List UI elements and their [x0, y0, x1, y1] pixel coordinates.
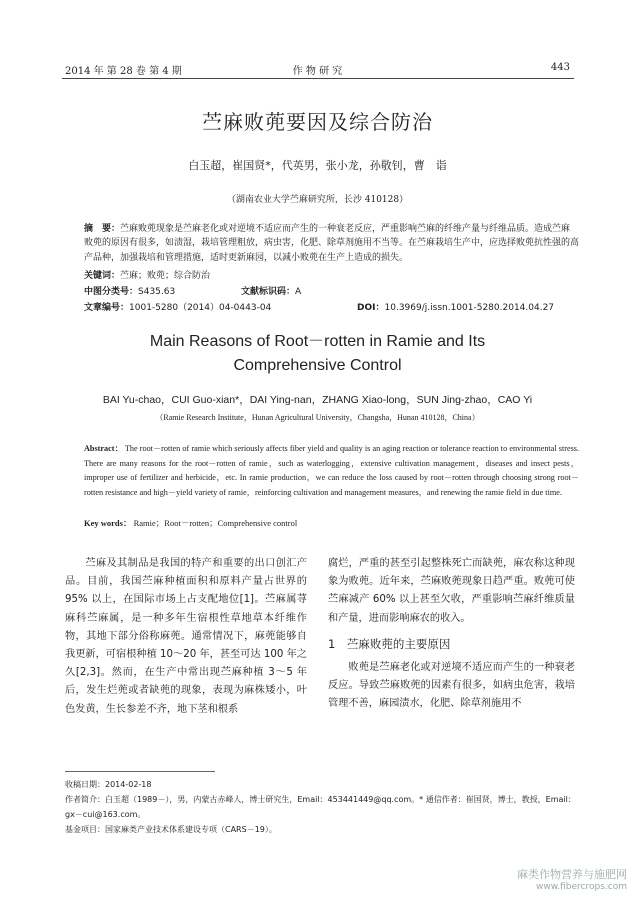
affiliation-en: （Ramie Research Institute，Hunan Agricultural University，Changsha，Hunan 410128，China）: [155, 413, 480, 422]
footnote-author-intro: 作者简介：白玉超（1989－），男，内蒙古赤峰人，博士研究生，Email：453441449@qq.com。* 通信作者：崔国贤，博士，教授，Email：gx－cui@163.com。: [65, 795, 576, 819]
keywords-cn-label: 关键词：: [84, 271, 121, 281]
keywords-cn: [84, 268, 579, 281]
doi-label: DOI：: [357, 303, 385, 313]
page-number: 443: [550, 62, 570, 73]
keywords-cn-text: 苎麻；败蔸；综合防治: [120, 271, 211, 281]
doc-code-label: 文献标识码：: [240, 287, 295, 297]
body-right-column: [328, 555, 575, 714]
keywords-en-text: Ramie；Root－rotten；Comprehensive control: [133, 518, 298, 528]
classification-row: [84, 284, 579, 297]
abstract-cn-text: 苎麻败蔸现象是苎麻老化或对逆境不适应而产生的一种衰老反应，严重影响苎麻的纤维产量与纤维品质。造成苎麻败蔸的原因有很多，如渍湿，栽培管理粗放，病虫害，化肥、除草剂施用不当等。在苎麻栽培生产中，应选择败蔸抗性强的高产品种，加强栽培和管理措施，适时更新麻园，以减小败蔸在生产上造成的损失。: [84, 224, 580, 263]
clc-label: 中图分类号：: [84, 287, 139, 297]
header-rule: [62, 78, 574, 79]
section-1-paragraph: 败蔸是苎麻老化或对逆境不适应而产生的一种衰老反应。导致苎麻败蔸的因素有很多，如病虫危害，栽培管理不善，麻园渍水，化肥、除草剂施用不: [328, 662, 575, 710]
abstract-cn-label: 摘 要：: [84, 224, 121, 234]
article-no-value: 1001-5280（2014）04-0443-04: [129, 303, 272, 313]
authors-en: BAI Yu-chao，CUI Guo-xian*，DAI Ying-nan，ZHANG Xiao-long，SUN Jing-zhao，CAO Yi: [102, 394, 533, 406]
title-en-line2: Comprehensive Control: [233, 357, 402, 374]
article-row: [84, 300, 579, 313]
title-en-line1: Main Reasons of Root－rotten in Ramie and Its: [149, 333, 486, 350]
issue-info: 2014 年 第 28 卷 第 4 期: [65, 66, 182, 77]
footnotes: [65, 777, 585, 837]
doc-code-value: A: [295, 287, 302, 297]
abstract-en: [84, 442, 579, 500]
abstract-en-text: The root－rotten of ramie which seriously affects fiber yield and quality is an aging reaction or tolerance reaction to environmental stress. There are many reasons for the root－rotten of ramie，such as waterlogging，extensive cultivation management，diseases and insect pests，improper use of fertilizer and herbicide，etc. In ramie production，we can reduce the loss caused by root－rotten through choosing strong root－rotten resistance and high－yield variety of ramie，reinforcing cultivation and management measures，and renewing the ramie field in due time.: [84, 444, 580, 497]
title-en: [0, 330, 635, 378]
keywords-en-label: Key words：: [84, 518, 132, 528]
journal-name: 作 物 研 究: [292, 66, 343, 77]
section-1-title: 1 苎麻败蔸的主要原因: [328, 636, 451, 651]
keywords-en: [84, 517, 297, 529]
authors-cn: 白玉超，崔国贤*，代英男，张小龙，孙敬钊，曹 诣: [188, 159, 447, 172]
doi-value: 10.3969/j.issn.1001-5280.2014.04.27: [384, 303, 555, 313]
body-left-column: [65, 555, 307, 719]
abstract-en-label: Abstract：: [84, 444, 123, 453]
clc-value: S435.63: [138, 287, 176, 297]
body-right-paragraph: 腐烂，严重的甚至引起整株死亡而缺蔸，麻农称这种现象为败蔸。近年来，苎麻败蔸现象日趋严重。败蔸可使苎麻减产 60% 以上甚至欠收，严重影响苎麻纤维质量和产量，进而影响麻农的收入。: [328, 558, 575, 624]
title-cn: 苎麻败蔸要因及综合防治: [202, 110, 433, 134]
abstract-cn: [84, 222, 579, 265]
footnote-rule: [65, 771, 215, 772]
article-no-label: 文章编号：: [84, 303, 130, 313]
body-left-paragraph: 苎麻及其制品是我国的特产和重要的出口创汇产品。目前，我国苎麻种植面积和原料产量占世界的 95% 以上，在国际市场上占支配地位[1]。苎麻属荨麻科苎麻属，是一种多年生宿根性草地草本纤维作物，其地下部分俗称麻蔸。通常情况下，麻蔸能够自我更新，可宿根种植 10～20 年，甚至可达 100 年之久[2,3]。然而，在生产中常出现苎麻种植 3～5 年后，发生烂蔸或者缺蔸的现象，表现为麻株矮小，叶色发黄，生长参差不齐，地下茎和根系: [65, 558, 307, 715]
watermark-url: www.fibercrops.com: [536, 882, 627, 892]
footnote-received: 收稿日期：2014-02-18: [65, 780, 152, 789]
footnote-funding: 基金项目：国家麻类产业技术体系建设专项（CARS－19）。: [65, 825, 277, 834]
affiliation-cn: （湖南农业大学苎麻研究所，长沙 410128）: [226, 195, 409, 205]
watermark-cn: 麻类作物营养与施肥网: [517, 868, 627, 881]
